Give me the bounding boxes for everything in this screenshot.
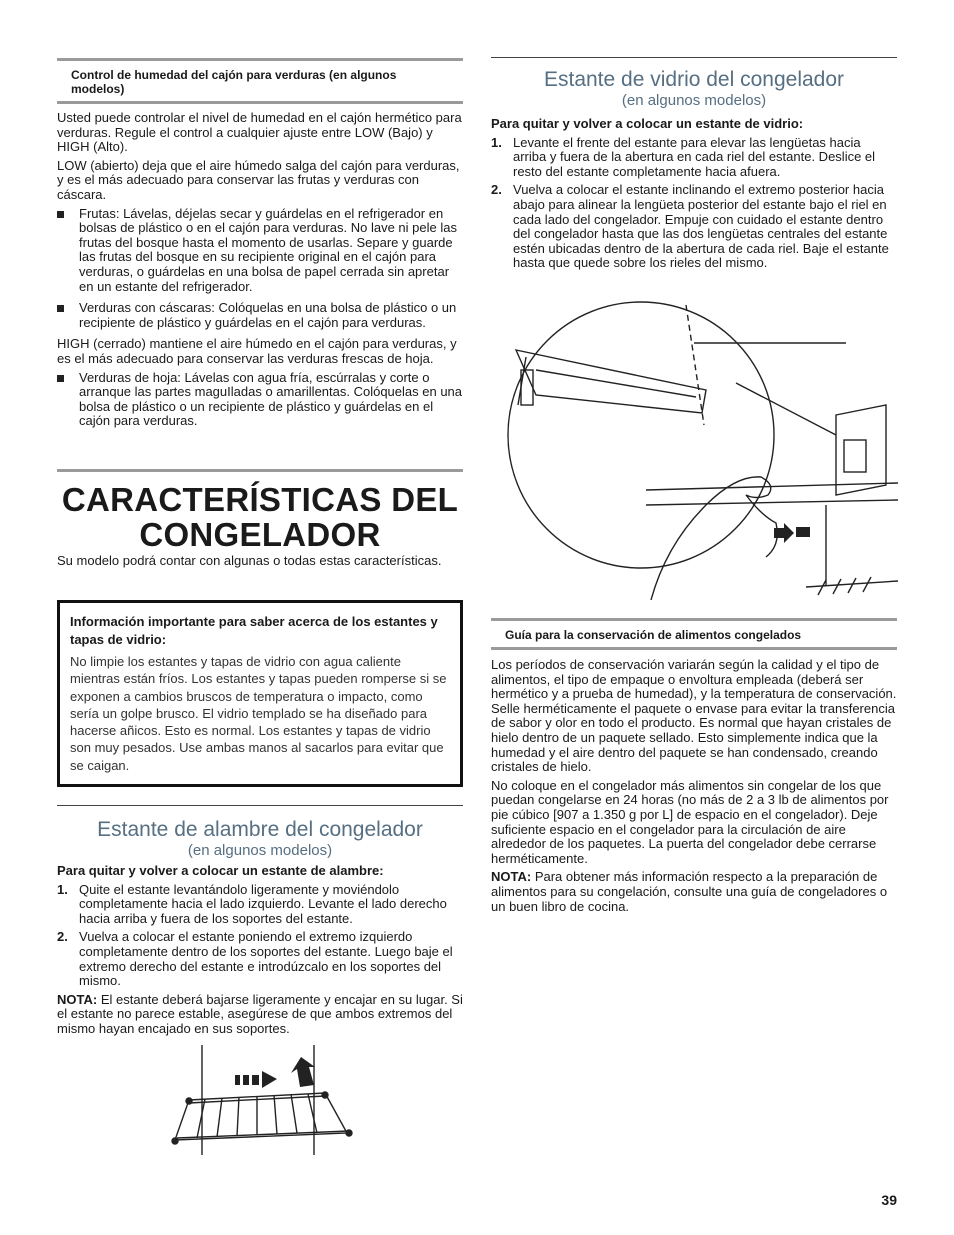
wire-shelf-header bbox=[57, 818, 463, 859]
note bbox=[491, 870, 897, 914]
section-heading: Estante de vidrio del congelador bbox=[543, 68, 845, 91]
storage-guide-heading-bar bbox=[491, 618, 897, 650]
instructions-lead: Para quitar y volver a colocar un estante de vidrio: bbox=[491, 116, 804, 131]
step-text: Vuelva a colocar el estante inclinando el extremo posterior hacia abajo para alinear la lengüeta posterior del estante bajo el riel en cada lado del congelador. Empuje con cuidado el estante dentro del congelador hasta que las dos lengüetas centrales del estante estén ubicadas dentro de la abertura de cada riel. Baje el estante hasta que quede sobre los rieles del mismo. bbox=[513, 182, 889, 271]
section-heading: Estante de alambre del congelador bbox=[97, 818, 423, 841]
bullet-item bbox=[57, 371, 463, 429]
humidity-paragraph: Usted puede controlar el nivel de humedad en el cajón hermético para verduras. Regule el control a cualquier ajuste entre LOW (Bajo) y HIGH (Alto). bbox=[57, 110, 462, 155]
section-subheading: (en algunos modelos) bbox=[187, 842, 333, 859]
step-number: 2. bbox=[491, 182, 502, 198]
numbered-step bbox=[491, 136, 897, 180]
humidity-paragraph: HIGH (cerrado) mantiene el aire húmedo en el cajón para verduras, y es el más adecuado para conservar las verduras frescas de hoja. bbox=[57, 336, 457, 366]
humidity-paragraph: LOW (abierto) deja que el aire húmedo salga del cajón para verduras, y es el más adecuado para conservar las frutas y verduras con cáscara. bbox=[57, 157, 460, 202]
numbered-step bbox=[57, 930, 463, 988]
notice-body: No limpie los estantes y tapas de vidrio con agua caliente mientras están fríos. Los estantes y tapas pueden romperse si se exponen a cambios bruscos de temperatura o impacto, como sería un golpe brusco. El vidrio templado se ha diseñado para hacerse añicos. Esto es normal. Los estantes y tapas de vidrio son muy pesados. Use ambas manos al sacarlos para evitar que se caigan. bbox=[70, 654, 447, 773]
instructions-lead: Para quitar y volver a colocar un estante de alambre: bbox=[57, 863, 384, 878]
page-number: 39 bbox=[881, 1192, 897, 1208]
features-intro: Su modelo podrá contar con algunas o todas estas características. bbox=[57, 553, 442, 568]
storage-guide-body bbox=[491, 658, 897, 914]
step-number: 1. bbox=[491, 134, 502, 150]
bullet-square-icon bbox=[57, 375, 64, 382]
numbered-step bbox=[57, 883, 463, 927]
step-number: 2. bbox=[57, 929, 68, 945]
humidity-heading-bar bbox=[57, 58, 463, 104]
step-text: Quite el estante levantándolo ligeramente y moviéndolo completamente hacia el lado izquierdo. Levante el lado derecho hacia arriba y fuera de los soportes del estante. bbox=[79, 881, 447, 926]
note-label: NOTA: bbox=[57, 991, 98, 1007]
note-label: NOTA: bbox=[491, 869, 532, 885]
page-title: CONGELADOR bbox=[139, 516, 381, 553]
glass-shelf-illustration bbox=[506, 295, 898, 607]
note bbox=[57, 993, 463, 1037]
bullet-text: Verduras de hoja: Lávelas con agua fría, escúrralas y corte o arranque las partes maguIladas o amarillentas. Colóquelas en una bolsa de plástico o un recipiente de plástico y guárdelas en el cajón para verduras. bbox=[79, 369, 463, 429]
step-number: 1. bbox=[57, 881, 68, 897]
bullet-item bbox=[57, 207, 463, 295]
note-text: Para obtener más información respecto a la preparación de alimentos para su congelación, consulte una guía de congeladores o un buen libro de cocina. bbox=[491, 869, 888, 914]
glass-shelf-header bbox=[491, 68, 897, 109]
bullet-text: Verduras con cáscaras: Colóquelas en una bolsa de plástico o un recipiente de plástico y guárdelas en el cajón para verduras. bbox=[79, 300, 457, 330]
storage-guide-heading: Guía para la conservación de alimentos congelados bbox=[505, 628, 802, 642]
section-divider bbox=[57, 805, 463, 806]
bullet-item bbox=[57, 301, 463, 330]
note-text: El estante deberá bajarse ligeramente y encajar en su lugar. Si el estante no parece estable, asegúrese de que ambos extremos del mismo hayan encajado en sus soportes. bbox=[57, 991, 463, 1036]
humidity-heading: Control de humedad del cajón para verduras (en algunos modelos) bbox=[71, 68, 397, 96]
glass-shelf-body bbox=[491, 117, 897, 271]
section-divider bbox=[57, 469, 463, 472]
section-subheading: (en algunos modelos) bbox=[621, 92, 767, 109]
page-title: CARACTERÍSTICAS DEL bbox=[61, 481, 459, 518]
humidity-body bbox=[57, 111, 463, 429]
wire-shelf-illustration bbox=[167, 1045, 417, 1160]
notice-title: Información importante para saber acerca de los estantes y tapas de vidrio: bbox=[70, 614, 438, 647]
guide-paragraph: Los períodos de conservación variarán según la calidad y el tipo de alimentos, el tipo de empaque o envoltura empleada (deberá ser hermético y a prueba de humedad), y la temperatura de conservación. Selle herméticamente el paquete o envase para evitar la transferencia de sabor y olor en todo el producto. Es normal que hayan cristales de hielo dentro de un paquete sellado. Esto simplemente indica que la humedad y el aire dentro del paquete se han condensado, creando cristales de hielo. bbox=[491, 657, 897, 775]
bullet-square-icon bbox=[57, 305, 64, 312]
bullet-square-icon bbox=[57, 211, 64, 218]
section-divider bbox=[491, 57, 897, 58]
features-title bbox=[57, 482, 463, 552]
guide-paragraph: No coloque en el congelador más alimentos sin congelar de los que puedan congelarse en 24 horas (no más de 2 a 3 lb de alimentos por pie cúbico [907 a 1.350 g por L] de espacio en el congelador). Deje suficiente espacio en el congelador para la circulación de aire alrededor de los paquetes. La puerta del congelador debe cerrarse herméticamente. bbox=[491, 777, 889, 866]
bullet-text: Frutas: Lávelas, déjelas secar y guárdelas en el refrigerador en bolsas de plástico o en el cajón para verduras. No lave ni pele las frutas del bosque hasta el momento de usarlas. Separe y guarde las frutas del bosque en su recipiente original en el cajón para verduras, o guárdelas en una bolsa de papel cerrada sin apretar en un estante del refrigerador. bbox=[79, 205, 457, 294]
important-notice-box bbox=[57, 600, 463, 787]
step-text: Vuelva a colocar el estante poniendo el extremo izquierdo completamente dentro de los soportes del estante. Luego baje el extremo derecho del estante e introdúzcalo en los soportes del mismo. bbox=[79, 929, 453, 989]
wire-shelf-body bbox=[57, 864, 463, 1037]
numbered-step bbox=[491, 183, 897, 271]
step-text: Levante el frente del estante para elevar las lengüetas hacia arriba y fuera de la abertura en cada riel del estante. Deslice el resto del estante completamente hacia afuera. bbox=[513, 134, 876, 179]
